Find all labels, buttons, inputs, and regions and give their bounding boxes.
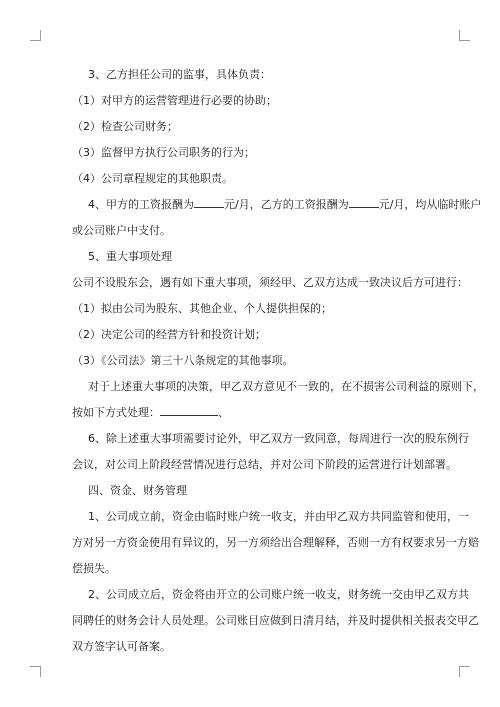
paragraph-continuation: 同聘任的财务会计人员处理。公司账目应做到日清月结，并及时提供相关报表交甲乙 [72,614,479,627]
crop-mark-bottom-left [30,666,41,677]
section-heading: 5、重大事项处理 [88,250,172,263]
list-item: （2）决定公司的经营方针和投资计划； [72,328,266,341]
paragraph-continuation: 或公司账户中支付。 [72,224,171,237]
paragraph-continuation: 方对另一方资金使用有异议的，另一方须给出合理解释，否则一方有权要求另一方赔 [72,536,479,549]
paragraph: 公司不设股东会，遇有如下重大事项，须经甲、乙双方达成一致决议后方可进行： [72,276,468,289]
fill-in-blank [194,196,224,208]
paragraph-continuation: 会议，对公司上阶段经营情况进行总结，并对公司下阶段的运营进行计划部署。 [72,458,457,471]
paragraph-continuation: 按如下方式处理： 、 [72,406,229,419]
paragraph-continuation: 双方签字认可备案。 [72,640,171,653]
list-item: （3）监督甲方执行公司职务的行为； [72,146,255,159]
paragraph-continuation: 偿损失。 [72,562,116,575]
paragraph: 3、乙方担任公司的监事，具体负责： [88,68,271,81]
list-item: （3）《公司法》第三十八条规定的其他事项。 [72,354,294,367]
paragraph: 1、公司成立前，资金由临时账户统一收支，并由甲乙双方共同监管和使用，一 [88,510,469,523]
crop-mark-top-right [459,30,470,41]
crop-mark-top-left [30,30,41,41]
paragraph: 6、除上述重大事项需要讨论外，甲乙双方一致同意，每周进行一次的股东例行 [88,432,469,445]
paragraph: 4、甲方的工资报酬为 元/月，乙方的工资报酬为 元/月，均从临时账户 [88,198,482,211]
crop-mark-bottom-right [459,666,470,677]
section-heading: 四、资金、财务管理 [88,484,187,497]
paragraph: 对于上述重大事项的决策，甲乙双方意见不一致的，在不损害公司利益的原则下， [88,380,484,393]
list-item: （2）检查公司财务； [72,120,178,133]
fill-in-blank [160,404,218,416]
paragraph: 2、公司成立后，资金将由开立的公司账户统一收支，财务统一交由甲乙双方共 [88,588,469,601]
list-item: （1）拟由公司为股东、其他企业、个人提供担保的； [72,302,332,315]
fill-in-blank [349,196,379,208]
list-item: （1）对甲方的运营管理进行必要的协助； [72,94,277,107]
list-item: （4）公司章程规定的其他职责。 [72,172,233,185]
